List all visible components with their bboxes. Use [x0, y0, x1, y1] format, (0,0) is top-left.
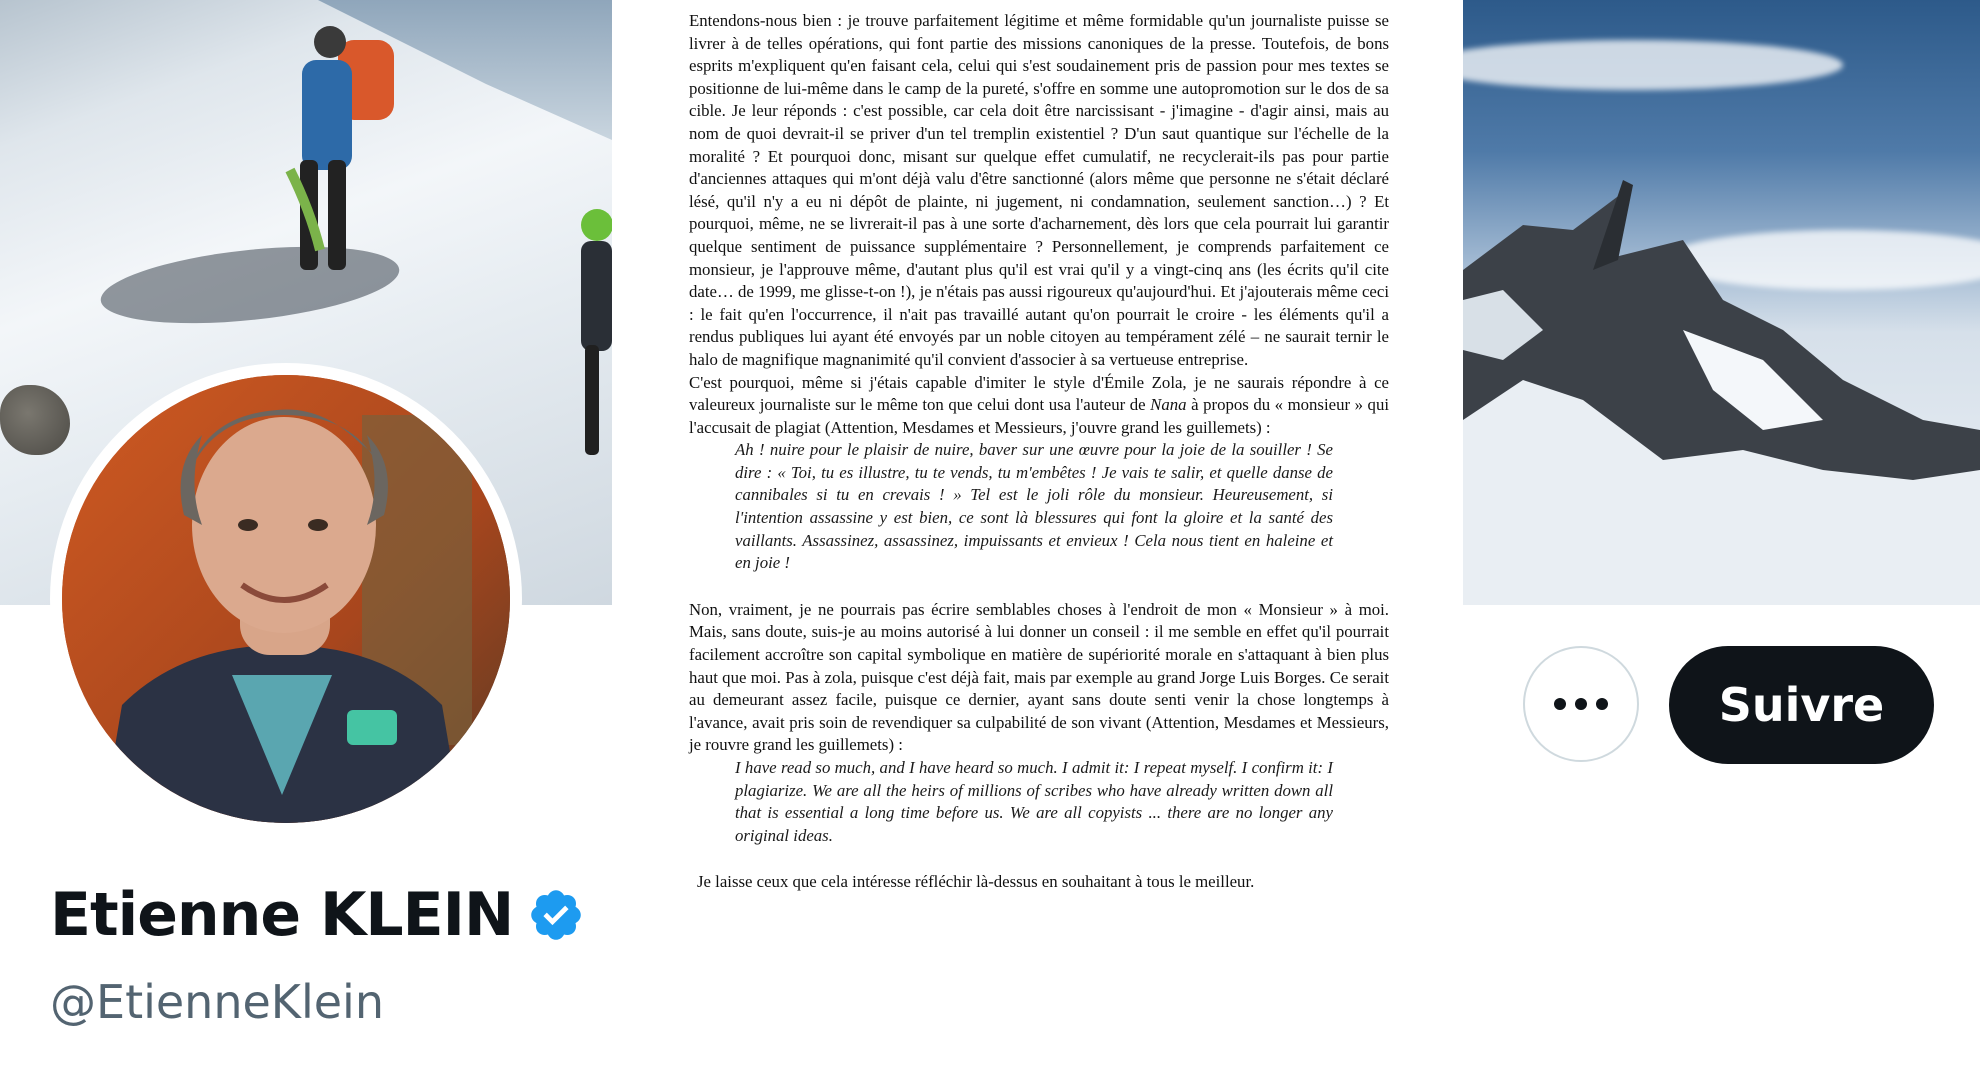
display-name: Etienne KLEIN — [50, 880, 514, 950]
paragraph-text: à propos du « monsieur » qui l'accusait de plagiat (Attention, Mesdames et Messieurs, j'ouvre grand les guillemets) : — [689, 395, 1389, 437]
book-title: Nana — [1150, 395, 1187, 415]
user-handle: @EtienneKlein — [50, 975, 384, 1029]
borges-quote: I have read so much, and I have heard so much. I admit it: I repeat myself. I confirm it: I plagiarize. We are all the heirs of millions of scribes who have already written down all that is essential a long time before us. We are all copyists ... there are no longer any original ideas. — [735, 758, 1333, 845]
banner-rock — [0, 385, 70, 455]
more-horizontal-icon — [1554, 698, 1608, 710]
profile-banner-right — [1463, 0, 1980, 605]
document-paragraph — [689, 372, 1389, 440]
paragraph-text: C'est pourquoi, même si j'étais capable d'imiter le style d'Émile Zola, je ne saurais répondre à ce valeureux journaliste sur le même ton que celui dont usa l'auteur de — [689, 372, 1389, 415]
mountain-peak — [1463, 0, 1980, 605]
document-paragraph: Non, vraiment, je ne pourrais pas écrire semblables choses à l'endroit de mon « Monsieur » à moi. Mais, sans doute, suis-je au moins autorisé à lui donner un conseil : il me semble en effet qu'il pourrait facilement accroître son capital symbolique en matière de supériorité morale en s'attaquant à bien plus haut que moi. Pas à zola, puisque c'est déjà fait, mais par exemple au grand Jorge Luis Borges. Ce serait au demeurant assez facile, puisque ce dernier, ayant sans doute senti venir la chose longtemps à l'avance, avait pris soin de revendiquer sa culpabilité de son vivant (Attention, Mesdames et Messieurs, je rouvre grand les guillemets) : — [689, 599, 1389, 755]
follow-button[interactable]: Suivre — [1669, 646, 1934, 764]
climber-figure-2 — [575, 205, 612, 465]
document-paragraph: Entendons-nous bien : je trouve parfaitement légitime et même formidable qu'un journaliste puisse se livrer à de telles opérations, qui font partie des missions canoniques de la presse. Toutefois, de bons esprits m'expliquent qu'en faisant cela, celui qui s'est soudainement pris de passion pour mes textes se positionne de lui-même dans le camp de la pureté, s'offre en somme une autopromotion sur le dos de sa cible. Je leur réponds : c'est possible, car cela doit être narcissisant - j'imagine - d'agir ainsi, mais au nom de quoi devrait-il se priver d'un tel tremplin existentiel ? D'un saut quantique sur l'échelle de la moralité ? Et pourquoi donc, misant sur quelque effet cumulatif, ne recyclerait-ils pas pour partie d'anciennes attaques qui m'ont déjà valu d'être sanctionné (alors même que personne ne s'était déclaré lésé, qu'il n'y a eu ni dépôt de plainte, ni jugement, ni condamnation, seulement sanction…) ? Et pourquoi, même, ne se livrerait-il pas à une sorte d'acharnement, dès lors que cela pourrait lui garantir quelque sentiment de puissance supplémentaire ? Personnellement, je comprends parfaitement ce monsieur, je l'approuve même, d'autant plus qu'il est vrai qu'il y a vingt-cinq ans (les écrits qu'il cite date… de 1999, me glisse-t-on !), je n'étais pas aussi rigoureux qu'aujourd'hui. Et j'ajouterais même ceci : le fait qu'en l'occurrence, il n'ait pas travaillé autant qu'on pourrait le croire - les éléments qu'il a rendus publiques lui ayant été envoyés par un noble citoyen au tempérament zélé – ne saurait ternir le halo de magnifique magnanimité qu'il convient d'associer à sa vertueuse entreprise. — [689, 11, 1389, 369]
avatar[interactable] — [62, 375, 510, 823]
document-page — [612, 0, 1463, 1080]
zola-quote: Ah ! nuire pour le plaisir de nuire, baver sur une œuvre pour la joie de la souiller ! Se dire : « Toi, tu es illustre, tu te vends, tu m'embêtes ! Je vais te salir, et quelle danse de cannibales si tu en crevais ! » Tel est le joli rôle du monsieur. Heureusement, si l'intention assassine y est bien, ce sont là blessures qui font la gloire et la santé des vaillants. Assassinez, assassinez, impuissants et envieux ! Cela nous tient en haleine et en joie ! — [735, 440, 1333, 573]
profile-name-row — [50, 880, 585, 950]
climber-figure — [280, 20, 410, 290]
more-options-button[interactable] — [1523, 646, 1639, 762]
spacer — [689, 575, 1389, 599]
verified-badge-icon[interactable] — [527, 886, 585, 944]
document-body — [689, 10, 1389, 894]
avatar-photo — [62, 375, 510, 823]
closing-line: Je laisse ceux que cela intéresse réfléchir là-dessus en souhaitant à tous le meilleur. — [697, 872, 1255, 892]
spacer — [689, 847, 1389, 871]
